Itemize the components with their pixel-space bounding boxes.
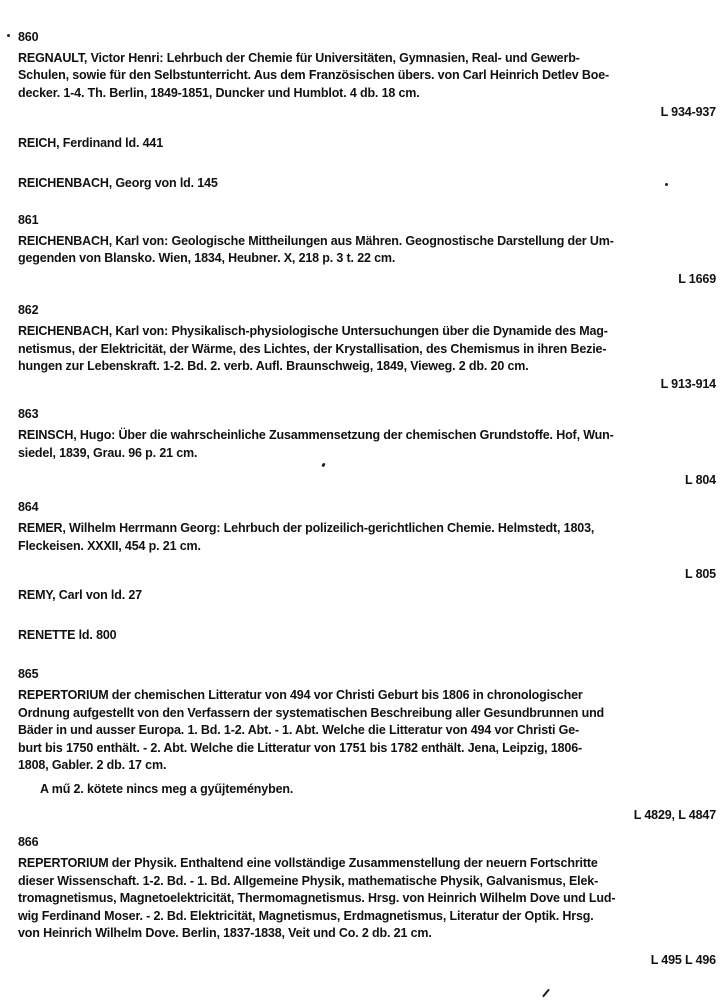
entry-text-line: REICHENBACH, Karl von: Geologische Mittheilungen aus Mähren. Geognostische Darstellung der Um- (18, 234, 614, 248)
cross-reference: REICH, Ferdinand ld. 441 (18, 136, 164, 150)
scan-speck (542, 989, 550, 998)
shelf-mark: L 934-937 (660, 105, 716, 119)
entry-text-line: siedel, 1839, Grau. 96 p. 21 cm. (18, 446, 198, 460)
entry-text-line: REGNAULT, Victor Henri: Lehrbuch der Chemie für Universitäten, Gymnasien, Real- und Gewerb- (18, 51, 580, 65)
entry-number: 861 (18, 213, 39, 227)
entry-text-line: decker. 1-4. Th. Berlin, 1849-1851, Duncker und Humblot. 4 db. 18 cm. (18, 86, 420, 100)
entry-text-line: Fleckeisen. XXXII, 454 p. 21 cm. (18, 539, 201, 553)
entry-number: 864 (18, 500, 39, 514)
shelf-mark: L 805 (685, 567, 716, 581)
entry-text-line: REMER, Wilhelm Herrmann Georg: Lehrbuch der polizeilich-gerichtlichen Chemie. Helmstedt, 1803, (18, 521, 595, 535)
entry-text-line: tromagnetismus, Magnetoelektricität, Thermomagnetismus. Hrsg. von Heinrich Wilhelm Dove und Lud- (18, 891, 616, 905)
cross-reference: REICHENBACH, Georg von ld. 145 (18, 176, 218, 190)
scan-speck (7, 34, 10, 37)
entry-text-line: REPERTORIUM der Physik. Enthaltend eine vollständige Zusammenstellung der neuern Fortschritte (18, 856, 598, 870)
entry-text-line: REINSCH, Hugo: Über die wahrscheinliche Zusammensetzung der chemischen Grundstoffe. Hof, Wun- (18, 428, 614, 442)
entry-number: 865 (18, 667, 39, 681)
shelf-mark: L 1669 (678, 272, 716, 286)
entry-text-line: dieser Wissenschaft. 1-2. Bd. - 1. Bd. Allgemeine Physik, mathematische Physik, Galvanismus, Elek- (18, 874, 599, 888)
shelf-mark: L 4829, L 4847 (633, 808, 716, 822)
entry-number: 862 (18, 303, 39, 317)
scan-speck (321, 463, 326, 468)
shelf-mark: L 495 L 496 (650, 953, 716, 967)
entry-text-line: burt bis 1750 enthält. - 2. Abt. Welche die Litteratur von 1751 bis 1782 enthält. Jena, Leipzig, 1806- (18, 741, 583, 755)
entry-text-line: netismus, der Elektricität, der Wärme, des Lichtes, der Krystallisation, des Chemismus in ihren Bezie- (18, 342, 607, 356)
entry-text-line: REPERTORIUM der chemischen Litteratur von 494 vor Christi Geburt bis 1806 in chronologischer (18, 688, 583, 702)
entry-text-line: Ordnung aufgestellt von den Verfassern der systematischen Beschreibung aller Gesundbrunnen und (18, 706, 605, 720)
entry-text-line: Bäder in und ausser Europa. 1. Bd. 1-2. Abt. - 1. Abt. Welche die Litteratur von 494 vor Christi Ge- (18, 723, 580, 737)
shelf-mark: L 804 (685, 473, 716, 487)
entry-text-line: Schulen, sowie für den Selbstunterricht. Aus dem Französischen übers. von Carl Heinrich Detlev Boe- (18, 68, 610, 82)
entry-text-line: 1808, Gabler. 2 db. 17 cm. (18, 758, 167, 772)
entry-text-line: REICHENBACH, Karl von: Physikalisch-physiologische Untersuchungen über die Dynamide des Mag- (18, 324, 608, 338)
entry-note: A mű 2. kötete nincs meg a gyűjteményben. (40, 782, 294, 796)
cross-reference: RENETTE ld. 800 (18, 628, 117, 642)
entry-number: 863 (18, 407, 39, 421)
entry-number: 866 (18, 835, 39, 849)
entry-text-line: von Heinrich Wilhelm Dove. Berlin, 1837-1838, Veit und Co. 2 db. 21 cm. (18, 926, 432, 940)
cross-reference: REMY, Carl von ld. 27 (18, 588, 142, 602)
entry-text-line: gegenden von Blansko. Wien, 1834, Heubner. X, 218 p. 3 t. 22 cm. (18, 251, 396, 265)
entry-text-line: wig Ferdinand Moser. - 2. Bd. Elektricität, Magnetismus, Erdmagnetismus, Literatur der Optik. Hrsg. (18, 909, 594, 923)
entry-number: 860 (18, 30, 39, 44)
scan-speck (665, 183, 668, 186)
entry-text-line: hungen zur Lebenskraft. 1-2. Bd. 2. verb. Aufl. Braunschweig, 1849, Vieweg. 2 db. 20 cm. (18, 359, 529, 373)
shelf-mark: L 913-914 (660, 377, 716, 391)
